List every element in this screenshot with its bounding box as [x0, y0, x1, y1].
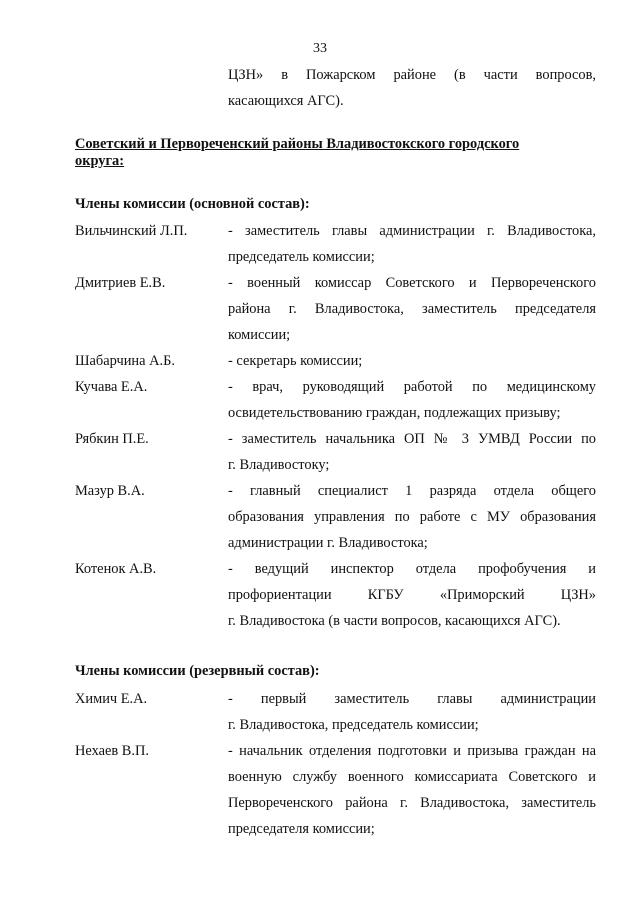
role-line: г. Владивостока (в части вопросов, касающихся АГС).	[228, 613, 561, 629]
role-line: - ведущий инспектор отдела профобучения и	[228, 561, 596, 577]
member-name: Дмитриев Е.В.	[75, 275, 166, 291]
role-line: - военный комиссар Советского и Первореченского	[228, 275, 596, 291]
role-line: - секретарь комиссии;	[228, 353, 363, 369]
role-line: председатель комиссии;	[228, 249, 375, 265]
heading-line: Советский и Первореченский районы Владивостокского городского	[75, 136, 520, 152]
intro-line: касающихся АГС).	[228, 93, 344, 109]
role-line: военную службу военного комиссариата Советского и	[228, 769, 596, 785]
member-role	[228, 690, 596, 742]
member-name: Мазур В.А.	[75, 483, 145, 499]
member-role	[228, 352, 596, 378]
member-name: Нехаев В.П.	[75, 743, 149, 759]
district-heading	[75, 135, 595, 169]
intro-continuation	[228, 66, 596, 118]
member-role	[228, 742, 596, 846]
role-line: района г. Владивостока, заместитель председателя	[228, 301, 596, 317]
member-name: Котенок А.В.	[75, 561, 157, 577]
member-name: Химич Е.А.	[75, 691, 148, 707]
role-line: г. Владивостоку;	[228, 457, 330, 473]
role-line: - врач, руководящий работой по медицинскому	[228, 379, 596, 395]
member-role	[228, 482, 596, 560]
role-line: - начальник отделения подготовки и призыва граждан на	[228, 743, 596, 759]
member-role	[228, 274, 596, 352]
role-line: комиссии;	[228, 327, 291, 343]
member-name: Рябкин П.Е.	[75, 431, 149, 447]
role-line: администрации г. Владивостока;	[228, 535, 428, 551]
member-name: Шабарчина А.Б.	[75, 353, 175, 369]
main-section-title: Члены комиссии (основной состав):	[75, 196, 310, 212]
role-line: Первореченского района г. Владивостока, заместитель	[228, 795, 596, 811]
member-name: Кучава Е.А.	[75, 379, 148, 395]
role-line: - заместитель главы администрации г. Владивостока,	[228, 223, 596, 239]
role-line: - заместитель начальника ОП № 3 УМВД России по	[228, 431, 596, 447]
role-line: председателя комиссии;	[228, 821, 375, 837]
reserve-section-title: Члены комиссии (резервный состав):	[75, 663, 320, 679]
role-line: освидетельствованию граждан, подлежащих призыву;	[228, 405, 561, 421]
role-line: - главный специалист 1 разряда отдела общего	[228, 483, 596, 499]
role-line: г. Владивостока, председатель комиссии;	[228, 717, 479, 733]
intro-line: ЦЗН» в Пожарском районе (в части вопросов,	[228, 67, 596, 83]
member-name: Вильчинский Л.П.	[75, 223, 188, 239]
member-role	[228, 430, 596, 482]
role-line: образования управления по работе с МУ образования	[228, 509, 596, 525]
role-line: - первый заместитель главы администрации	[228, 691, 596, 707]
role-line: профориентации КГБУ «Приморский ЦЗН»	[228, 587, 596, 603]
member-role	[228, 222, 596, 274]
heading-line: округа:	[75, 153, 125, 169]
member-role	[228, 560, 596, 638]
member-role	[228, 378, 596, 430]
page-number: 33	[313, 41, 327, 56]
